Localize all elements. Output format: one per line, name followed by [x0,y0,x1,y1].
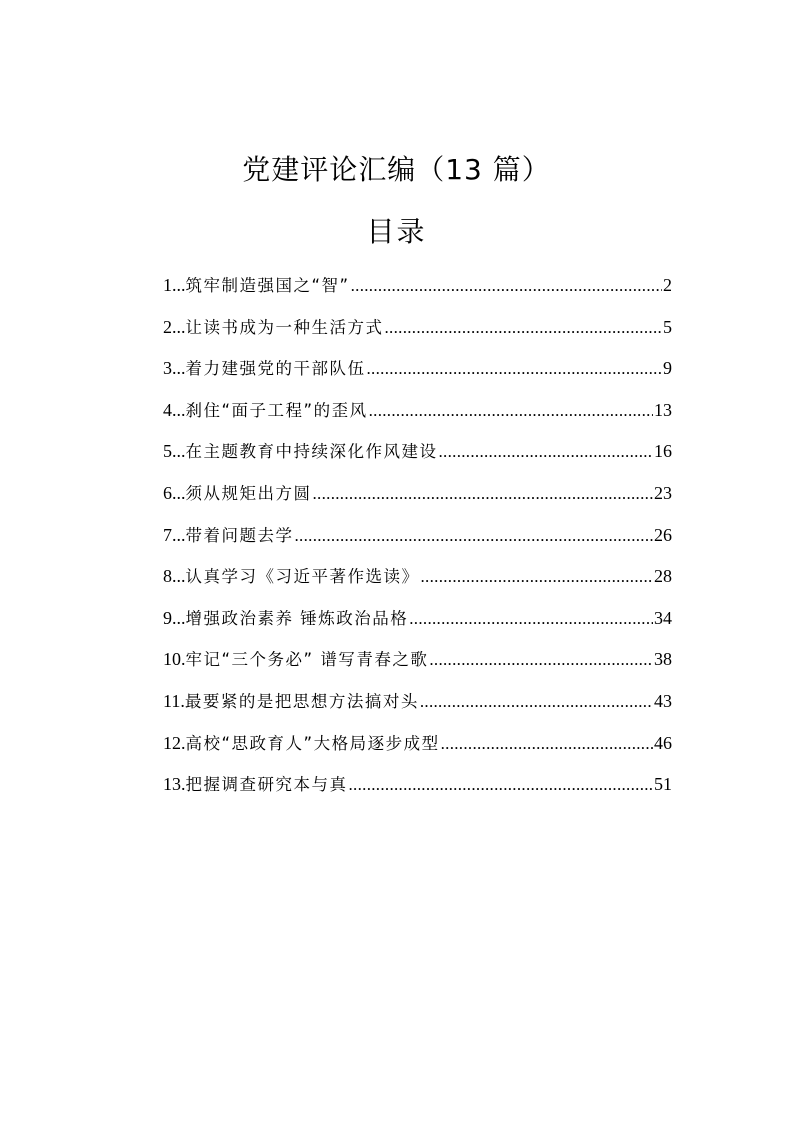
toc-entry[interactable] [163,600,672,642]
toc-entry[interactable] [163,683,672,725]
toc-entry[interactable] [163,558,672,600]
toc-entry[interactable] [163,766,672,808]
toc-entry-title[interactable]: 须从规矩出方圆 [185,483,312,503]
toc-leader-dots [351,268,662,304]
toc-leader-dots [295,518,654,554]
toc-entry-page: 34 [654,607,672,628]
toc-entry-page: 26 [654,524,672,545]
toc-leader-dots [441,726,653,762]
toc-leader-dots [420,684,653,720]
toc-entry-page: 51 [654,774,672,795]
toc-leader-dots [313,476,654,512]
toc-entry-title[interactable]: 着力建强党的干部队伍 [185,359,366,379]
table-of-contents [163,267,672,808]
toc-entry-number: 10. [163,649,186,670]
toc-entry[interactable] [163,309,672,351]
toc-leader-dots [409,601,653,637]
toc-entry-number: 4... [163,399,186,420]
toc-entry-number: 8... [163,566,186,587]
toc-entry-page: 16 [654,441,672,462]
toc-leader-dots [349,767,654,803]
toc-leader-dots [429,642,653,678]
toc-entry-page: 9 [663,358,672,379]
toc-entry-number: 13. [163,774,186,795]
toc-entry-title[interactable]: 牢记“三个务必” 谱写青春之歌 [185,650,429,670]
toc-leader-dots [421,559,654,595]
toc-entry-title[interactable]: 刹住“面子工程”的歪风 [185,400,368,420]
toc-entry[interactable] [163,433,672,475]
toc-entry-title[interactable]: 在主题教育中持续深化作风建设 [185,442,438,462]
toc-entry[interactable] [163,475,672,517]
toc-entry-number: 12. [163,732,186,753]
toc-entry[interactable] [163,641,672,683]
toc-entry-number: 2... [163,316,186,337]
toc-entry-title[interactable]: 把握调查研究本与真 [185,775,348,795]
toc-entry-number: 5... [163,441,186,462]
toc-entry[interactable] [163,725,672,767]
toc-entry-number: 1... [163,275,186,295]
toc-entry-page: 38 [654,649,672,670]
toc-entry-title[interactable]: 高校“思政育人”大格局逐步成型 [185,733,440,753]
document-title: 党建评论汇编（13 篇） [242,153,551,186]
toc-leader-dots [367,351,663,387]
toc-entry-number: 11. [163,690,185,711]
toc-entry-title[interactable]: 带着问题去学 [185,525,294,545]
toc-leader-dots [385,310,663,346]
toc-entry-page: 23 [654,482,672,503]
toc-leader-dots [439,434,654,470]
toc-leader-dots [369,393,653,429]
toc-entry-title[interactable]: 最要紧的是把思想方法搞对头 [184,691,419,711]
toc-entry-page: 43 [654,690,672,711]
toc-entry-page: 13 [654,399,672,420]
toc-entry-number: 6... [163,482,186,503]
toc-entry-number: 7... [163,524,186,545]
toc-entry[interactable] [163,392,672,434]
toc-entry-title[interactable]: 让读书成为一种生活方式 [185,317,384,337]
toc-entry-page: 46 [654,732,672,753]
toc-entry[interactable] [163,267,672,309]
toc-entry[interactable] [163,350,672,392]
toc-entry-number: 3... [163,358,186,379]
toc-entry-page: 28 [654,566,672,587]
toc-entry-title[interactable]: 增强政治素养 锤炼政治品格 [185,608,409,628]
toc-entry-title[interactable]: 认真学习《习近平著作选读》 [185,567,420,587]
toc-entry-page: 5 [663,316,672,337]
toc-entry[interactable] [163,517,672,559]
toc-entry-page: 2 [663,275,672,295]
toc-entry-title[interactable]: 筑牢制造强国之“智” [185,276,350,295]
toc-heading: 目录 [366,215,427,248]
toc-entry-number: 9... [163,607,186,628]
